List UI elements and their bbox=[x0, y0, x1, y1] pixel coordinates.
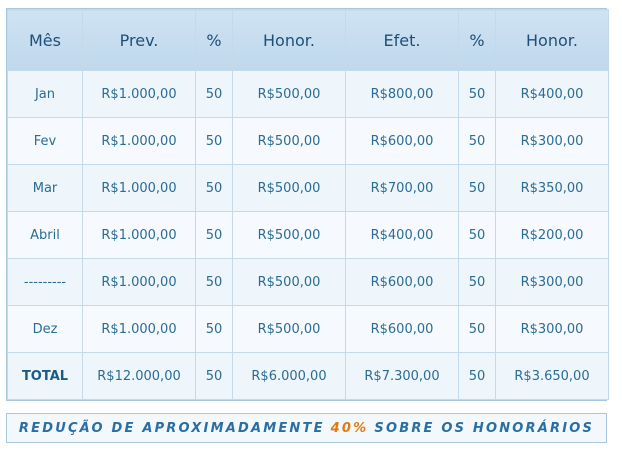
total-label: TOTAL bbox=[8, 353, 83, 400]
header-percent-actual: % bbox=[459, 10, 496, 71]
cell-actual: R$600,00 bbox=[346, 259, 459, 306]
cell-forecast: R$1.000,00 bbox=[83, 259, 196, 306]
header-percent-forecast: % bbox=[196, 10, 233, 71]
cell-percent: 50 bbox=[196, 259, 233, 306]
total-fees-forecast: R$6.000,00 bbox=[233, 353, 346, 400]
cell-month: --------- bbox=[8, 259, 83, 306]
cell-percent: 50 bbox=[459, 71, 496, 118]
banner-text-before: REDUÇÃO DE APROXIMADAMENTE bbox=[18, 420, 325, 436]
cell-percent: 50 bbox=[196, 212, 233, 259]
total-fees-actual: R$3.650,00 bbox=[496, 353, 609, 400]
total-actual: R$7.300,00 bbox=[346, 353, 459, 400]
header-forecast: Prev. bbox=[83, 10, 196, 71]
cell-fees: R$500,00 bbox=[233, 118, 346, 165]
fee-table bbox=[7, 9, 609, 400]
cell-forecast: R$1.000,00 bbox=[83, 212, 196, 259]
cell-fees: R$350,00 bbox=[496, 165, 609, 212]
cell-forecast: R$1.000,00 bbox=[83, 165, 196, 212]
cell-fees: R$500,00 bbox=[233, 71, 346, 118]
table-header-row bbox=[8, 10, 609, 71]
cell-fees: R$300,00 bbox=[496, 118, 609, 165]
table-row bbox=[8, 212, 609, 259]
cell-percent: 50 bbox=[196, 118, 233, 165]
table-total-row bbox=[8, 353, 609, 400]
cell-month: Fev bbox=[8, 118, 83, 165]
cell-fees: R$300,00 bbox=[496, 306, 609, 353]
cell-fees: R$500,00 bbox=[233, 165, 346, 212]
cell-forecast: R$1.000,00 bbox=[83, 306, 196, 353]
cell-fees: R$500,00 bbox=[233, 259, 346, 306]
cell-actual: R$600,00 bbox=[346, 118, 459, 165]
cell-month: Jan bbox=[8, 71, 83, 118]
cell-fees: R$500,00 bbox=[233, 212, 346, 259]
cell-percent: 50 bbox=[196, 165, 233, 212]
total-percent-forecast: 50 bbox=[196, 353, 233, 400]
cell-percent: 50 bbox=[459, 212, 496, 259]
table-row bbox=[8, 165, 609, 212]
table-row bbox=[8, 118, 609, 165]
header-fees-actual: Honor. bbox=[496, 10, 609, 71]
header-month: Mês bbox=[8, 10, 83, 71]
fee-comparison-table bbox=[6, 8, 607, 401]
cell-fees: R$300,00 bbox=[496, 259, 609, 306]
cell-forecast: R$1.000,00 bbox=[83, 71, 196, 118]
table-row bbox=[8, 71, 609, 118]
cell-month: Mar bbox=[8, 165, 83, 212]
table-row bbox=[8, 259, 609, 306]
header-fees-forecast: Honor. bbox=[233, 10, 346, 71]
cell-actual: R$700,00 bbox=[346, 165, 459, 212]
cell-percent: 50 bbox=[459, 259, 496, 306]
cell-fees: R$400,00 bbox=[496, 71, 609, 118]
cell-percent: 50 bbox=[196, 306, 233, 353]
cell-forecast: R$1.000,00 bbox=[83, 118, 196, 165]
cell-percent: 50 bbox=[196, 71, 233, 118]
cell-percent: 50 bbox=[459, 165, 496, 212]
cell-percent: 50 bbox=[459, 306, 496, 353]
cell-fees: R$200,00 bbox=[496, 212, 609, 259]
cell-percent: 50 bbox=[459, 118, 496, 165]
banner-highlight-percent: 40% bbox=[330, 420, 369, 436]
cell-month: Abril bbox=[8, 212, 83, 259]
cell-actual: R$400,00 bbox=[346, 212, 459, 259]
cell-fees: R$500,00 bbox=[233, 306, 346, 353]
reduction-banner bbox=[6, 413, 607, 443]
table-row bbox=[8, 306, 609, 353]
banner-text-after: SOBRE OS HONORÁRIOS bbox=[374, 420, 595, 436]
cell-actual: R$600,00 bbox=[346, 306, 459, 353]
cell-month: Dez bbox=[8, 306, 83, 353]
cell-actual: R$800,00 bbox=[346, 71, 459, 118]
header-actual: Efet. bbox=[346, 10, 459, 71]
total-percent-actual: 50 bbox=[459, 353, 496, 400]
total-forecast: R$12.000,00 bbox=[83, 353, 196, 400]
